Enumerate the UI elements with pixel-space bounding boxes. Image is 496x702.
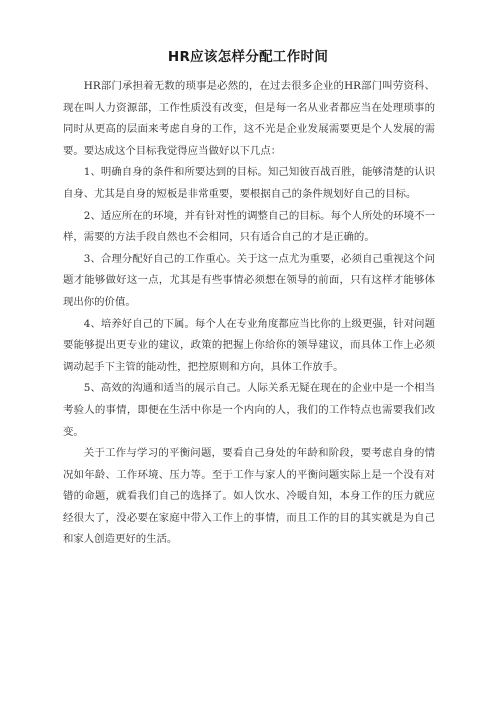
paragraph-point-5: 5、高效的沟通和适当的展示自己。人际关系无疑在现在的企业中是一个相当考验人的事情，即便在生活中你是一个内向的人，我们的工作特点也需要我们改变。	[63, 382, 435, 438]
paragraph-point-1: 1、明确自身的条件和所要达到的目标。知己知彼百战百胜，能够清楚的认识自身、尤其是自身的短板是非常重要，要根据自己的条件规划好自己的目标。	[63, 166, 435, 200]
paragraph-intro: HR部门承担着无数的琐事是必然的，在过去很多企业的HR部门叫劳资科、现在叫人力资源部，工作性质没有改变，但是每一名从业者都应当在处理琐事的同时从更高的层面来考虑自身的工作，这不光是企业发展需要更是个人发展的需要。要达成这个目标我觉得应当做好以下几点：	[63, 80, 435, 157]
document-body	[63, 76, 435, 551]
paragraph-conclusion: 关于工作与学习的平衡问题，要看自己身处的年龄和阶段，要考虑自身的情况如年龄、工作环境、压力等。至于工作与家人的平衡问题实际上是一个没有对错的命题，就看我们自己的选择了。如人饮水、冷暖自知，本身工作的压力就应经很大了，没必要在家庭中带入工作上的事情，而且工作的目的其实就是为自己和家人创造更好的生活。	[63, 447, 435, 546]
paragraph-point-3: 3、合理分配好自己的工作重心。关于这一点尤为重要，必须自己重视这个问题才能够做好这一点，尤其是有些事情必须想在领导的前面，只有这样才能够体现出你的价值。	[63, 252, 435, 308]
document-title: HR应该怎样分配工作时间	[167, 49, 329, 65]
paragraph-point-4: 4、培养好自己的下属。每个人在专业角度都应当比你的上级更强，针对问题要能够提出更专业的建议，政策的把握上你给你的领导建议，而具体工作上必须调动起手下主管的能动性，把控原则和方向，具体工作放手。	[63, 317, 435, 373]
paragraph-point-2: 2、适应所在的环境，并有针对性的调整自己的目标。每个人所处的环境不一样，需要的方法手段自然也不会相同，只有适合自己的才是正确的。	[63, 209, 435, 244]
